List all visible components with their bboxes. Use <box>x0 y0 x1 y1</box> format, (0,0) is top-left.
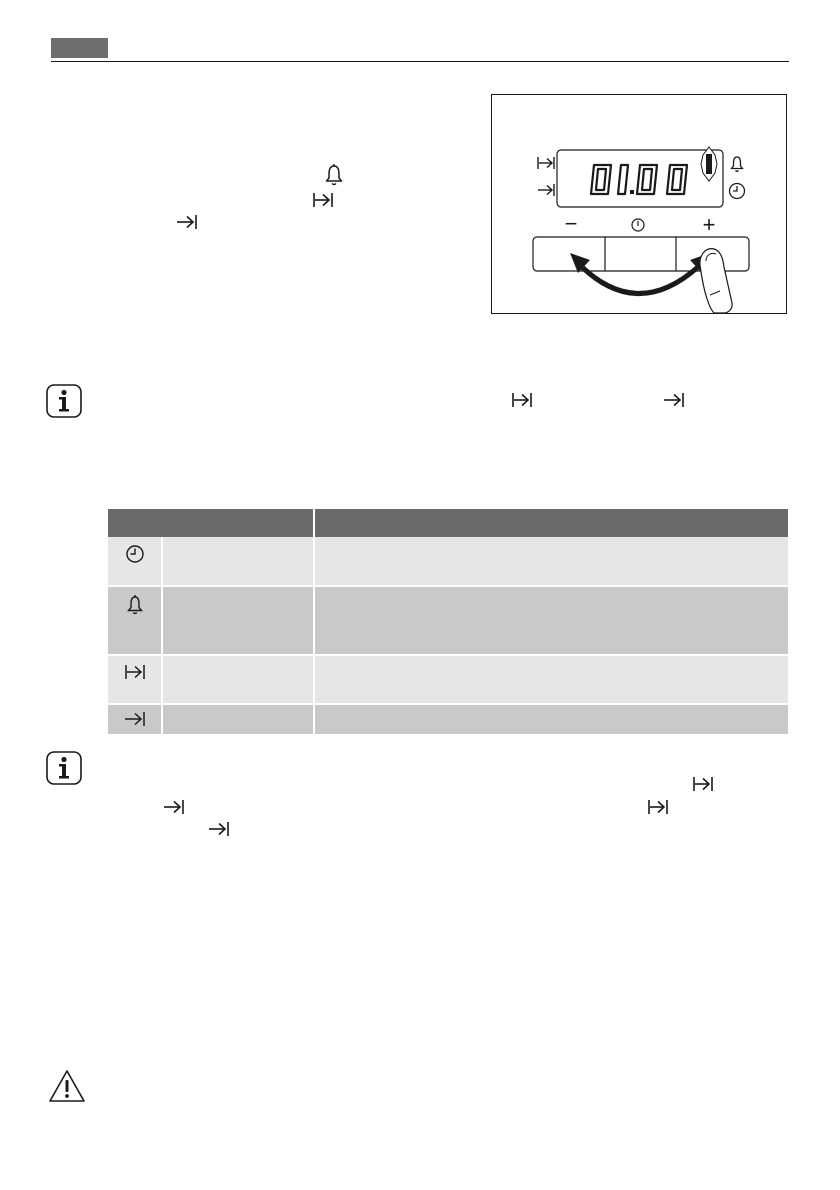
clock-icon <box>730 184 745 199</box>
end-icon <box>163 798 185 816</box>
table-row-symbol <box>108 537 162 586</box>
table-row <box>108 586 788 655</box>
duration-icon <box>647 798 669 816</box>
table-header-application <box>314 509 788 537</box>
table-row-function <box>162 655 314 704</box>
table-row-application <box>314 655 788 704</box>
duration-icon <box>511 391 533 409</box>
table-row-symbol <box>108 655 162 704</box>
bell-icon <box>125 594 145 616</box>
duration-icon <box>124 663 146 681</box>
duration-icon <box>538 157 554 169</box>
section-tab <box>51 38 108 58</box>
table-header-row <box>108 509 788 537</box>
duration-icon <box>312 191 334 209</box>
control-panel-drawing <box>492 95 786 313</box>
header-rule <box>51 61 789 62</box>
table-header-function <box>108 509 314 537</box>
end-icon <box>538 184 554 196</box>
clock-functions-table <box>108 509 788 736</box>
control-panel-figure <box>491 94 787 314</box>
table-row-application <box>314 537 788 586</box>
table-row-symbol <box>108 704 162 735</box>
display-frame <box>557 150 723 207</box>
bell-icon <box>324 163 344 187</box>
warning-icon <box>47 1068 87 1104</box>
table-row-application <box>314 704 788 735</box>
clock-icon <box>125 544 145 564</box>
end-icon <box>663 391 685 409</box>
info-icon <box>46 751 82 785</box>
end-icon <box>176 213 198 231</box>
table-row-application <box>314 586 788 655</box>
clock-icon <box>632 219 644 231</box>
table-row <box>108 655 788 704</box>
table-row-function <box>162 704 314 735</box>
table-row-function <box>162 537 314 586</box>
info-icon <box>46 384 82 418</box>
indicator-blink <box>701 147 717 181</box>
minus-label: − <box>564 211 578 236</box>
table-row <box>108 537 788 586</box>
display-readout <box>591 165 687 194</box>
table-row-function <box>162 586 314 655</box>
end-icon <box>208 820 230 838</box>
duration-icon <box>692 775 714 793</box>
plus-label: + <box>702 212 716 237</box>
table-row <box>108 704 788 735</box>
bell-icon <box>732 157 743 171</box>
end-icon <box>124 710 146 728</box>
table-row-symbol <box>108 586 162 655</box>
